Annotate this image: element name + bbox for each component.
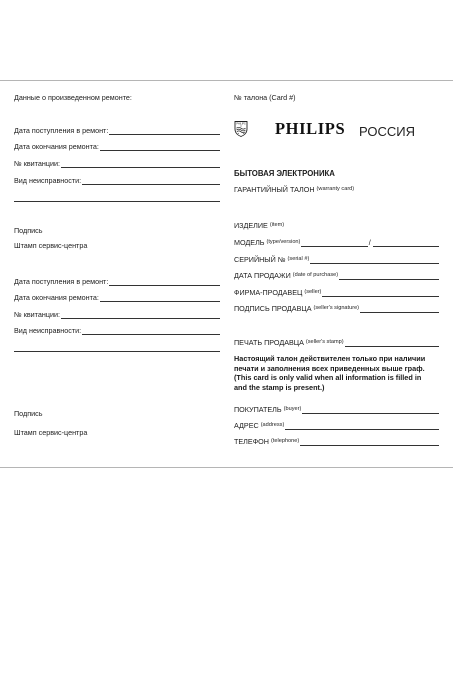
date-in-line-1	[109, 127, 220, 135]
model-ru: МОДЕЛЬ	[234, 238, 265, 247]
seller-line	[322, 289, 439, 297]
serial-ru: СЕРИЙНЫЙ №	[234, 255, 286, 264]
seller-signature-field[interactable]	[234, 304, 439, 313]
model-version-line	[373, 239, 439, 247]
address-field[interactable]	[234, 421, 439, 430]
warranty-en: (warranty card)	[316, 186, 355, 192]
top-divider	[0, 80, 453, 81]
seller-signature-line	[360, 305, 439, 313]
date-done-line-1	[100, 143, 220, 151]
date-in-field-1[interactable]	[14, 126, 220, 135]
buyer-ru: ПОКУПАТЕЛЬ	[234, 405, 282, 414]
seller-field[interactable]	[234, 288, 439, 297]
signature-label-1: Подпись	[14, 226, 43, 235]
date-in-label-2: Дата поступления в ремонт:	[14, 277, 109, 286]
seller-signature-ru: ПОДПИСЬ ПРОДАВЦА	[234, 304, 312, 313]
purchase-date-en: (date of purchase)	[292, 272, 339, 278]
buyer-field[interactable]	[234, 405, 439, 414]
address-ru: АДРЕС	[234, 421, 259, 430]
notice-line: and the stamp is present.)	[234, 382, 325, 392]
address-line	[285, 422, 439, 430]
buyer-line	[302, 406, 439, 414]
date-in-label-1: Дата поступления в ремонт:	[14, 126, 109, 135]
warranty-ru: ГАРАНТИЙНЫЙ ТАЛОН	[234, 185, 315, 194]
receipt-label-2: № квитанции:	[14, 310, 61, 319]
stamp-label-1: Штамп сервис-центра	[14, 241, 88, 250]
phone-line	[300, 438, 439, 446]
fault-line-2	[82, 327, 220, 335]
seller-en: (seller)	[304, 289, 322, 295]
seller-stamp-line	[345, 339, 439, 347]
serial-en: (serial #)	[287, 256, 310, 262]
serial-line	[310, 256, 439, 264]
item-label	[234, 221, 284, 230]
date-done-field-2[interactable]	[14, 293, 220, 302]
purchase-date-line	[339, 272, 439, 280]
fault-label-1: Вид неисправности:	[14, 176, 82, 185]
receipt-label-1: № квитанции:	[14, 159, 61, 168]
purchase-date-field[interactable]	[234, 271, 439, 280]
stamp-label-2: Штамп сервис-центра	[14, 428, 88, 437]
seller-stamp-ru: ПЕЧАТЬ ПРОДАВЦА	[234, 338, 304, 347]
seller-stamp-field[interactable]	[234, 338, 439, 347]
seller-signature-en: (seller's signature)	[313, 305, 360, 311]
fault-line-1	[82, 177, 220, 185]
phone-field[interactable]	[234, 437, 439, 446]
notice-line: Настоящий талон действителен только при наличии	[234, 354, 426, 363]
philips-shield-icon	[234, 120, 248, 137]
date-done-label-2: Дата окончания ремонта:	[14, 293, 99, 302]
brand-wordmark: PHILIPS	[275, 119, 346, 138]
fault-field-2[interactable]	[14, 326, 220, 335]
date-done-label-1: Дата окончания ремонта:	[14, 142, 99, 151]
receipt-field-1[interactable]	[14, 159, 220, 168]
repair-data-heading: Данные о произведенном ремонте:	[14, 93, 132, 102]
signature-label-2: Подпись	[14, 409, 43, 418]
date-done-line-2	[100, 294, 220, 302]
bottom-divider	[0, 467, 453, 468]
fault-field-1[interactable]	[14, 176, 220, 185]
serial-field[interactable]	[234, 255, 439, 264]
receipt-line-1	[61, 160, 220, 168]
date-done-field-1[interactable]	[14, 142, 220, 151]
receipt-field-2[interactable]	[14, 310, 220, 319]
model-en: (type/version)	[266, 239, 301, 245]
phone-ru: ТЕЛЕФОН	[234, 437, 269, 446]
date-in-line-2	[109, 278, 220, 286]
notice-line: печати и заполнения всех приведенных выше граф.	[234, 363, 425, 373]
model-separator: /	[368, 238, 371, 247]
warranty-card-title	[234, 185, 354, 194]
card-number-label: № талона (Card #)	[234, 93, 296, 102]
buyer-en: (buyer)	[283, 406, 302, 412]
item-ru: ИЗДЕЛИЕ	[234, 221, 268, 230]
fault-label-2: Вид неисправности:	[14, 326, 82, 335]
model-field[interactable]	[234, 238, 439, 247]
item-en: (item)	[269, 222, 285, 228]
notice-line: (This card is only valid when all information is filled in	[234, 373, 422, 383]
purchase-date-ru: ДАТА ПРОДАЖИ	[234, 271, 291, 280]
model-type-line	[301, 239, 367, 247]
fault-extra-line-2[interactable]	[14, 351, 220, 352]
seller-stamp-en: (seller's stamp)	[305, 339, 344, 345]
validity-notice	[234, 354, 425, 392]
brand-country: РОССИЯ	[359, 124, 416, 139]
fault-extra-line-1[interactable]	[14, 201, 220, 202]
category-title: БЫТОВАЯ ЭЛЕКТРОНИКА	[234, 169, 335, 178]
address-en: (address)	[260, 422, 285, 428]
phone-en: (telephone)	[270, 438, 300, 444]
shield-emblem-text: PHILIPS	[236, 122, 246, 126]
seller-ru: ФИРМА-ПРОДАВЕЦ	[234, 288, 303, 297]
date-in-field-2[interactable]	[14, 277, 220, 286]
receipt-line-2	[61, 311, 220, 319]
